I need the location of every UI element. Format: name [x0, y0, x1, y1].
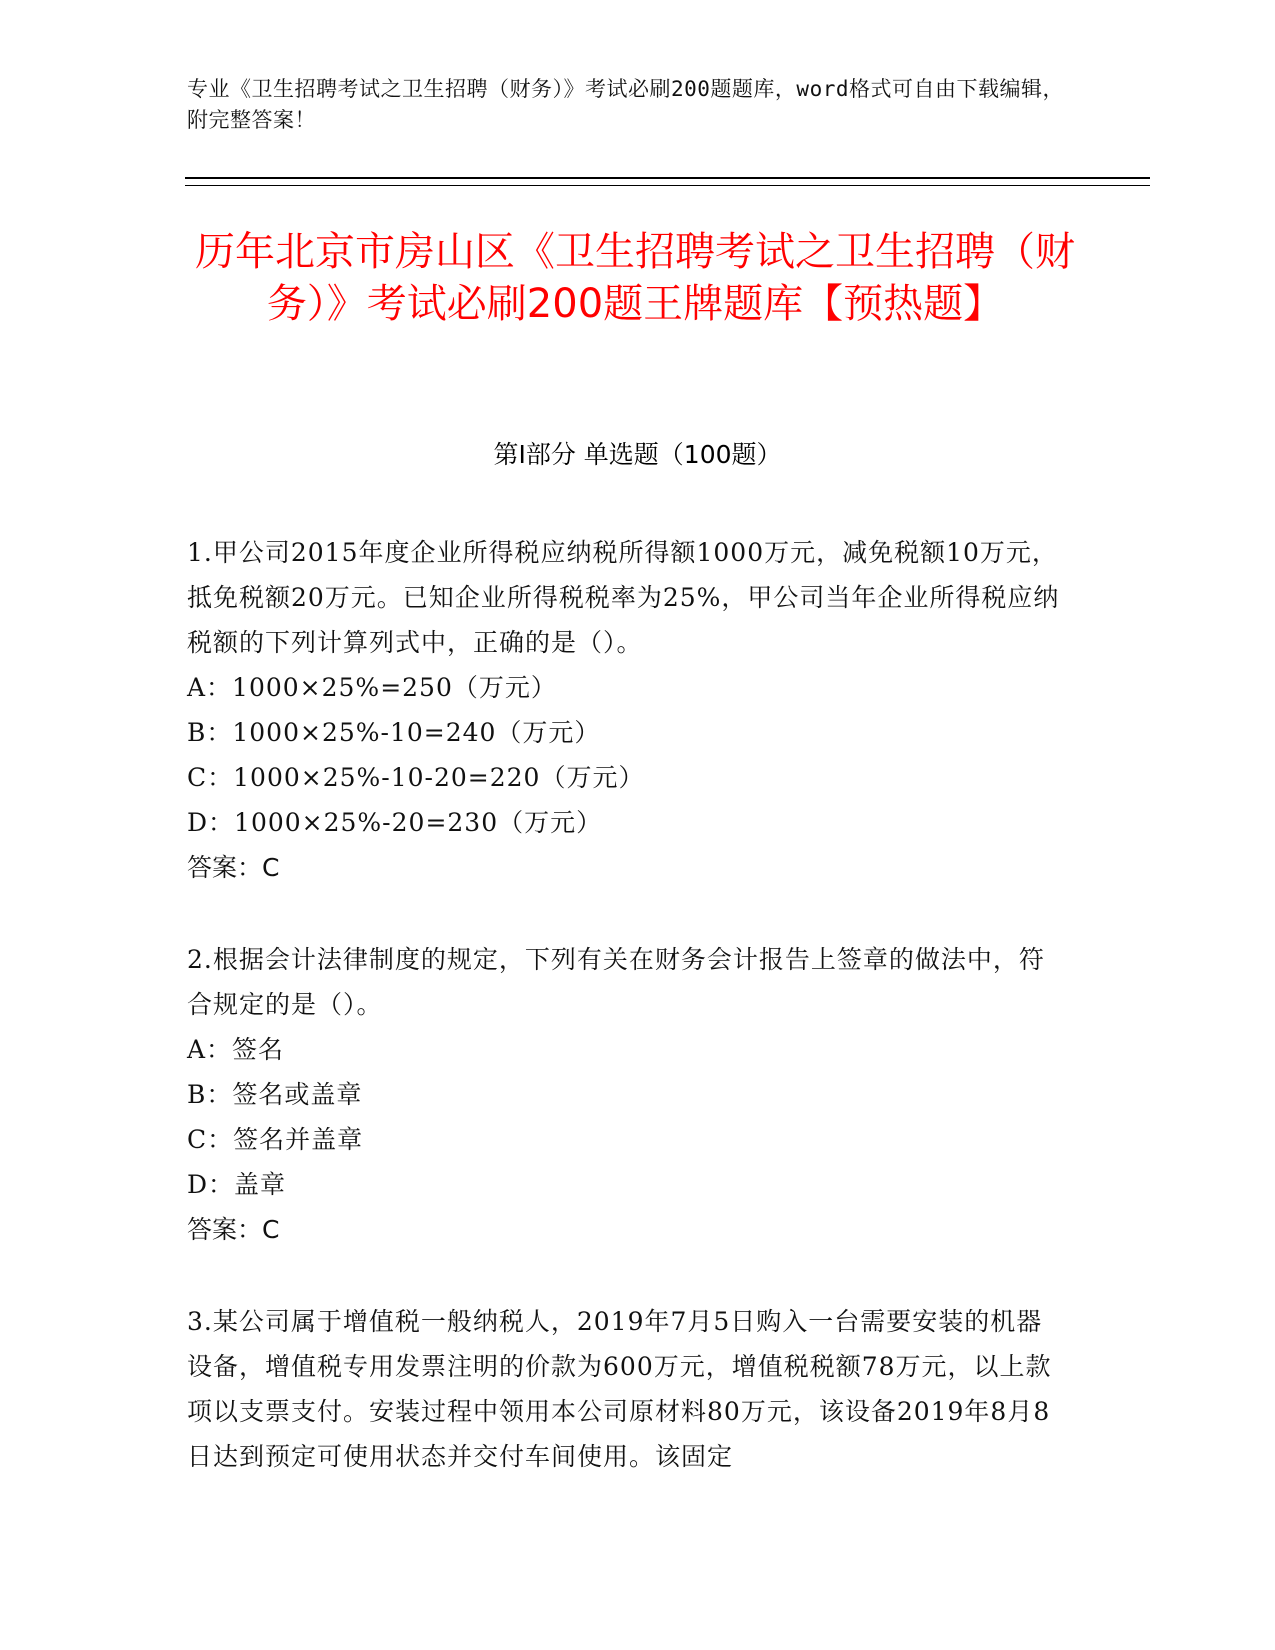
header-note: 专业《卫生招聘考试之卫生招聘（财务）》考试必刷200题题库，word格式可自由下载编辑，附完整答案！	[187, 77, 1064, 132]
header-divider-thick	[185, 177, 1150, 179]
document-title: 历年北京市房山区《卫生招聘考试之卫生招聘（财务）》考试必刷200题王牌题库【预热题】	[195, 229, 1075, 327]
answer-label: 答案：C	[187, 1215, 280, 1244]
question-stem: 3.某公司属于增值税一般纳税人，2019年7月5日购入一台需要安装的机器设备，增值税专用发票注明的价款为600万元，增值税税额78万元，以上款项以支票支付。安装过程中领用本公司原材料80万元，该设备2019年8月8日达到预定可使用状态并交付车间使用。该固定	[187, 1307, 1052, 1471]
option-b: B：1000×25%-10=240（万元）	[187, 718, 601, 747]
option-d: D：1000×25%-20=230（万元）	[187, 808, 603, 837]
option-a: A：1000×25%=250（万元）	[187, 673, 557, 702]
option-c: C：1000×25%-10-20=220（万元）	[187, 763, 645, 792]
question-stem: 1.甲公司2015年度企业所得税应纳税所得额1000万元，减免税额10万元，抵免税额20万元。已知企业所得税税率为25%，甲公司当年企业所得税应纳税额的下列计算列式中，正确的是（）。	[187, 538, 1060, 657]
option-d: D：盖章	[187, 1170, 287, 1199]
option-b: B：签名或盖章	[187, 1080, 363, 1109]
question-stem: 2.根据会计法律制度的规定，下列有关在财务会计报告上签章的做法中，符合规定的是（）。	[187, 945, 1045, 1019]
question-3	[187, 1299, 1067, 1479]
section-heading: 第Ⅰ部分 单选题（100题）	[493, 440, 782, 469]
question-1	[187, 530, 1067, 890]
answer-label: 答案：C	[187, 853, 280, 882]
option-a: A：签名	[187, 1035, 285, 1064]
question-2	[187, 937, 1067, 1252]
option-c: C：签名并盖章	[187, 1125, 364, 1154]
header-divider-thin	[185, 185, 1150, 186]
question-list	[187, 530, 1067, 1526]
